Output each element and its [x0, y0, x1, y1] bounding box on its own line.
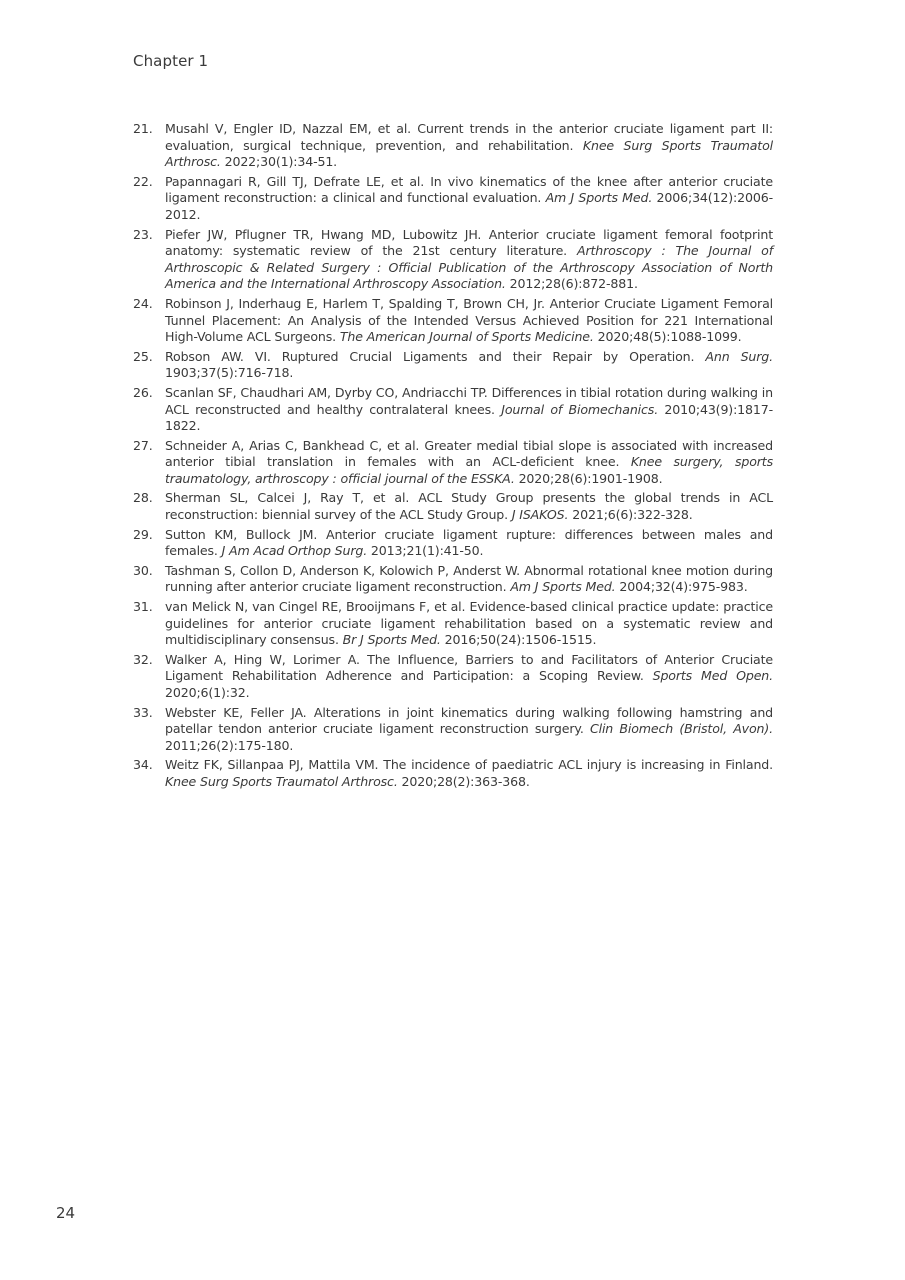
reference-body — [165, 438, 773, 488]
reference-number: 25. — [133, 348, 153, 364]
reference-journal: Knee surgery, sports traumatology, arthroscopy : official journal of the ESSKA. — [165, 454, 773, 486]
reference-item — [133, 227, 773, 293]
reference-item — [133, 490, 773, 523]
page-number: 24 — [56, 1204, 76, 1222]
reference-body — [165, 349, 773, 382]
reference-journal: Sports Med Open. — [652, 668, 773, 684]
reference-number: 30. — [133, 562, 153, 578]
reference-citation: 2013;21(1):41-50. — [367, 543, 484, 559]
reference-body — [165, 757, 773, 790]
reference-citation: 2020;6(1):32. — [165, 685, 250, 700]
reference-item — [133, 349, 773, 382]
reference-text: Tashman S, Collon D, Anderson K, Kolowich P, Anderst W. Abnormal rotational knee motion during running after anterior cruciate ligament reconstruction. — [165, 562, 773, 595]
reference-journal: Ann Surg. — [705, 348, 773, 364]
reference-text: Musahl V, Engler ID, Nazzal EM, et al. Current trends in the anterior cruciate ligament part II: evaluation, surgical technique, prevention, and rehabilitation. — [165, 121, 773, 153]
reference-body — [165, 527, 773, 560]
reference-body — [165, 296, 773, 346]
reference-text: van Melick N, van Cingel RE, Brooijmans F, et al. Evidence-based clinical practice update: practice guidelines for anterior cruciate ligament rehabilitation based on a systematic review and multidisciplinary consensus. — [165, 599, 773, 648]
reference-body — [165, 599, 773, 649]
reference-list — [133, 121, 773, 794]
reference-citation: 2004;32(4):975-983. — [615, 579, 748, 595]
reference-citation: 2022;30(1):34-51. — [220, 154, 338, 170]
reference-item — [133, 652, 773, 702]
running-head: Chapter 1 — [133, 52, 209, 70]
reference-journal: Am J Sports Med. — [545, 190, 653, 206]
reference-body — [165, 227, 773, 293]
reference-number: 26. — [133, 384, 153, 400]
reference-citation: 2020;28(2):363-368. — [397, 773, 530, 789]
reference-item — [133, 296, 773, 346]
reference-item — [133, 757, 773, 790]
reference-citation: 1903;37(5):716-718. — [165, 365, 294, 381]
reference-text: Papannagari R, Gill TJ, Defrate LE, et al. In vivo kinematics of the knee after anterior cruciate ligament reconstruction: a clinical and functional evaluation. — [165, 173, 773, 206]
reference-text: Scanlan SF, Chaudhari AM, Dyrby CO, Andriacchi TP. Differences in tibial rotation during walking in ACL reconstructed and healthy contralateral knees. — [165, 384, 773, 417]
reference-journal: Arthroscopy : The Journal of Arthroscopic & Related Surgery : Official Publication of the Arthroscopy Association of North America and the International Arthroscopy Association. — [165, 243, 773, 292]
reference-body — [165, 705, 773, 755]
reference-number: 22. — [133, 173, 153, 189]
reference-item — [133, 599, 773, 649]
reference-text: Robinson J, Inderhaug E, Harlem T, Spalding T, Brown CH, Jr. Anterior Cruciate Ligament Femoral Tunnel Placement: An Analysis of the Intended Versus Achieved Position for 221 International High-Volume ACL Surgeons. — [165, 295, 773, 345]
reference-number: 33. — [133, 704, 153, 720]
reference-journal: Clin Biomech (Bristol, Avon). — [589, 721, 773, 737]
reference-body — [165, 490, 773, 523]
reference-citation: 2010;43(9):1817-1822. — [165, 401, 774, 434]
reference-journal: J Am Acad Orthop Surg. — [221, 543, 368, 559]
reference-citation: 2016;50(24):1506-1515. — [440, 632, 597, 648]
reference-journal: Am J Sports Med. — [510, 579, 616, 595]
reference-text: Sherman SL, Calcei J, Ray T, et al. ACL Study Group presents the global trends in ACL reconstruction: biennial survey of the ACL Study Group. — [165, 490, 773, 523]
reference-number: 29. — [133, 526, 153, 542]
reference-text: Webster KE, Feller JA. Alterations in joint kinematics during walking following hamstring and patellar tendon anterior cruciate ligament reconstruction surgery. — [165, 704, 773, 737]
reference-journal: The American Journal of Sports Medicine. — [339, 329, 594, 345]
reference-citation: 2011;26(2):175-180. — [165, 737, 294, 753]
reference-journal: Knee Surg Sports Traumatol Arthrosc. — [165, 137, 773, 170]
reference-text: Schneider A, Arias C, Bankhead C, et al. Greater medial tibial slope is associated with increased anterior tibial translation in females with an ACL-deficient knee. — [165, 437, 773, 470]
reference-item — [133, 174, 773, 224]
reference-body — [165, 174, 773, 224]
reference-text: Sutton KM, Bullock JM. Anterior cruciate ligament rupture: differences between males and females. — [165, 526, 773, 559]
reference-citation: 2020;48(5):1088-1099. — [593, 329, 742, 345]
reference-body — [165, 652, 773, 702]
reference-number: 28. — [133, 490, 153, 506]
reference-text: Walker A, Hing W, Lorimer A. The Influence, Barriers to and Facilitators of Anterior Cruciate Ligament Rehabilitation Adherence and Participation: a Scoping Review. — [165, 651, 773, 684]
reference-body — [165, 385, 773, 435]
reference-text: Robson AW. VI. Ruptured Crucial Ligaments and their Repair by Operation. — [165, 348, 706, 364]
reference-journal: Br J Sports Med. — [342, 632, 441, 648]
reference-citation: 2020;28(6):1901-1908. — [514, 470, 663, 486]
reference-body — [165, 121, 773, 171]
reference-text: Piefer JW, Pflugner TR, Hwang MD, Lubowitz JH. Anterior cruciate ligament femoral footprint anatomy: systematic review of the 21st century literature. — [165, 226, 773, 259]
reference-item — [133, 527, 773, 560]
reference-item — [133, 705, 773, 755]
reference-item — [133, 563, 773, 596]
reference-number: 24. — [133, 295, 153, 311]
reference-item — [133, 121, 773, 171]
reference-text: Weitz FK, Sillanpaa PJ, Mattila VM. The incidence of paediatric ACL injury is increasing in Finland. — [165, 757, 773, 773]
reference-citation: 2021;6(6):322-328. — [568, 507, 693, 523]
reference-citation: 2006;34(12):2006-2012. — [165, 190, 773, 222]
reference-item — [133, 385, 773, 435]
reference-body — [165, 563, 773, 596]
reference-number: 21. — [133, 121, 153, 136]
reference-number: 27. — [133, 437, 153, 453]
reference-citation: 2012;28(6):872-881. — [505, 276, 638, 292]
reference-journal: J ISAKOS. — [511, 507, 569, 523]
reference-number: 23. — [133, 226, 153, 242]
reference-number: 31. — [133, 599, 153, 615]
reference-item — [133, 438, 773, 488]
reference-journal: Knee Surg Sports Traumatol Arthrosc. — [165, 773, 398, 789]
reference-journal: Journal of Biomechanics. — [501, 401, 659, 417]
reference-number: 34. — [133, 757, 153, 773]
reference-number: 32. — [133, 651, 153, 667]
